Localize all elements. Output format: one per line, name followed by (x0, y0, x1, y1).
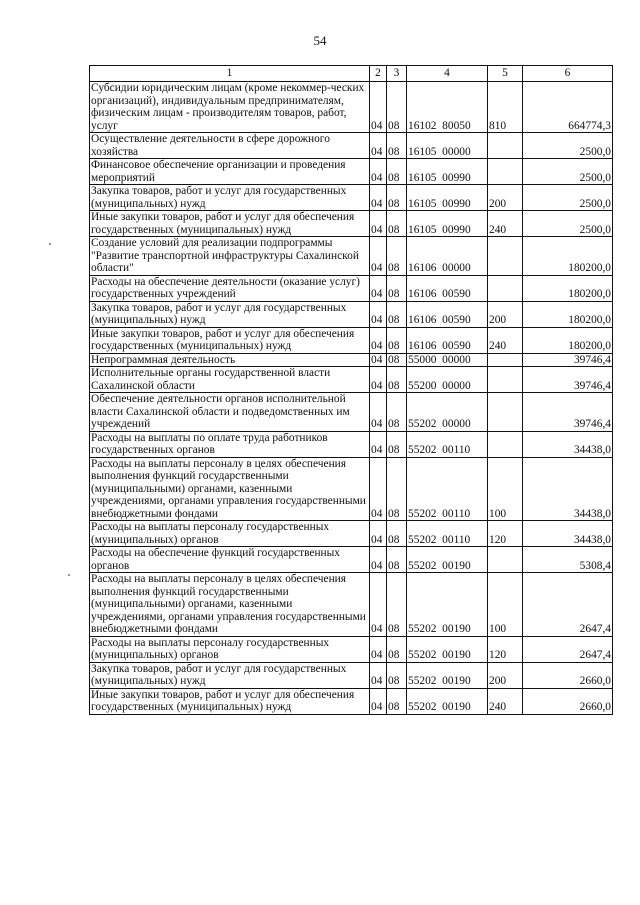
target-article-code: 55202 00190 (407, 573, 488, 637)
amount: 2500,0 (523, 159, 613, 185)
expense-type-code (488, 353, 523, 367)
table-row (90, 393, 613, 432)
section-code: 04 (370, 367, 387, 393)
table-row (90, 573, 613, 637)
subsection-code: 08 (387, 393, 407, 432)
expense-type-code: 120 (488, 636, 523, 662)
table-row (90, 159, 613, 185)
target-article-code: 55202 00110 (407, 431, 488, 457)
header-col-4: 4 (407, 66, 488, 82)
section-code: 04 (370, 185, 387, 211)
expense-type-code: 100 (488, 457, 523, 521)
table-row (90, 457, 613, 521)
expense-type-code: 200 (488, 662, 523, 688)
subsection-code: 08 (387, 237, 407, 276)
table-row (90, 237, 613, 276)
row-name: Расходы на выплаты персоналу в целях обеспечения выполнения функций государственными (муниципальными) органами, казенными учреждениями, органами управления государственными внебюджетными фондами (90, 457, 370, 521)
subsection-code: 08 (387, 275, 407, 301)
amount: 2647,4 (523, 573, 613, 637)
amount: 2660,0 (523, 662, 613, 688)
row-name: Осуществление деятельности в сфере дорожного хозяйства (90, 133, 370, 159)
subsection-code: 08 (387, 353, 407, 367)
amount: 39746,4 (523, 353, 613, 367)
expense-type-code: 120 (488, 521, 523, 547)
row-name: Расходы на выплаты персоналу государственных (муниципальных) органов (90, 521, 370, 547)
header-col-6: 6 (523, 66, 613, 82)
target-article-code: 16106 00000 (407, 237, 488, 276)
table-row (90, 431, 613, 457)
expense-type-code: 240 (488, 211, 523, 237)
section-code: 04 (370, 82, 387, 133)
amount: 180200,0 (523, 275, 613, 301)
expense-type-code: 240 (488, 327, 523, 353)
expense-type-code: 810 (488, 82, 523, 133)
amount: 2500,0 (523, 133, 613, 159)
expense-type-code: 100 (488, 573, 523, 637)
target-article-code: 55202 00190 (407, 636, 488, 662)
table-row (90, 275, 613, 301)
row-name: Исполнительные органы государственной власти Сахалинской области (90, 367, 370, 393)
scan-speck (49, 243, 51, 245)
subsection-code: 08 (387, 185, 407, 211)
amount: 2500,0 (523, 185, 613, 211)
section-code: 04 (370, 159, 387, 185)
table-row (90, 211, 613, 237)
section-code: 04 (370, 521, 387, 547)
amount: 664774,3 (523, 82, 613, 133)
section-code: 04 (370, 301, 387, 327)
section-code: 04 (370, 327, 387, 353)
target-article-code: 55202 00110 (407, 457, 488, 521)
section-code: 04 (370, 573, 387, 637)
table-row (90, 301, 613, 327)
amount: 34438,0 (523, 431, 613, 457)
row-name: Иные закупки товаров, работ и услуг для обеспечения государственных (муниципальных) нужд (90, 211, 370, 237)
expense-type-code (488, 133, 523, 159)
target-article-code: 16106 00590 (407, 301, 488, 327)
amount: 5308,4 (523, 547, 613, 573)
target-article-code: 16105 00000 (407, 133, 488, 159)
table-row (90, 82, 613, 133)
amount: 180200,0 (523, 327, 613, 353)
target-article-code: 55202 00190 (407, 547, 488, 573)
subsection-code: 08 (387, 367, 407, 393)
subsection-code: 08 (387, 573, 407, 637)
table-row (90, 367, 613, 393)
row-name: Субсидии юридическим лицам (кроме некоммер-ческих организаций), индивидуальным предпринимателям, физическим лицам - производителям товаров, работ, услуг (90, 82, 370, 133)
amount: 180200,0 (523, 237, 613, 276)
expense-type-code (488, 367, 523, 393)
subsection-code: 08 (387, 82, 407, 133)
row-name: Непрограммная деятельность (90, 353, 370, 367)
scan-speck (68, 574, 70, 576)
target-article-code: 16105 00990 (407, 159, 488, 185)
target-article-code: 16106 00590 (407, 327, 488, 353)
subsection-code: 08 (387, 457, 407, 521)
table-body (90, 82, 613, 715)
section-code: 04 (370, 547, 387, 573)
section-code: 04 (370, 431, 387, 457)
amount: 34438,0 (523, 457, 613, 521)
header-col-2: 2 (370, 66, 387, 82)
target-article-code: 16105 00990 (407, 185, 488, 211)
table-row (90, 662, 613, 688)
section-code: 04 (370, 662, 387, 688)
section-code: 04 (370, 457, 387, 521)
header-col-1: 1 (90, 66, 370, 82)
section-code: 04 (370, 353, 387, 367)
subsection-code: 08 (387, 547, 407, 573)
table-row (90, 353, 613, 367)
row-name: Расходы на обеспечение функций государственных органов (90, 547, 370, 573)
row-name: Расходы на выплаты персоналу в целях обеспечения выполнения функций государственными (муниципальными) органами, казенными учреждениями, органами управления государственными внебюджетными фондами (90, 573, 370, 637)
table-row (90, 636, 613, 662)
target-article-code: 16102 80050 (407, 82, 488, 133)
expense-type-code (488, 431, 523, 457)
amount: 180200,0 (523, 301, 613, 327)
table-header-row (90, 66, 613, 82)
table-row (90, 521, 613, 547)
page-number: 54 (313, 33, 327, 48)
expense-type-code (488, 275, 523, 301)
target-article-code: 55202 00190 (407, 688, 488, 714)
target-article-code: 16106 00590 (407, 275, 488, 301)
table-row (90, 688, 613, 714)
table-row (90, 133, 613, 159)
expense-type-code (488, 393, 523, 432)
table-row (90, 327, 613, 353)
subsection-code: 08 (387, 159, 407, 185)
row-name: Финансовое обеспечение организации и проведения мероприятий (90, 159, 370, 185)
section-code: 04 (370, 393, 387, 432)
amount: 34438,0 (523, 521, 613, 547)
header-col-5: 5 (488, 66, 523, 82)
subsection-code: 08 (387, 301, 407, 327)
expense-type-code (488, 237, 523, 276)
row-name: Иные закупки товаров, работ и услуг для обеспечения государственных (муниципальных) нужд (90, 688, 370, 714)
expense-type-code: 200 (488, 185, 523, 211)
expense-type-code (488, 159, 523, 185)
section-code: 04 (370, 211, 387, 237)
budget-table (89, 65, 613, 715)
subsection-code: 08 (387, 327, 407, 353)
expense-type-code: 240 (488, 688, 523, 714)
target-article-code: 55200 00000 (407, 367, 488, 393)
target-article-code: 55202 00190 (407, 662, 488, 688)
subsection-code: 08 (387, 688, 407, 714)
row-name: Закупка товаров, работ и услуг для государственных (муниципальных) нужд (90, 185, 370, 211)
row-name: Обеспечение деятельности органов исполнительной власти Сахалинской области и подведомственных им учреждений (90, 393, 370, 432)
target-article-code: 55000 00000 (407, 353, 488, 367)
row-name: Закупка товаров, работ и услуг для государственных (муниципальных) нужд (90, 301, 370, 327)
target-article-code: 55202 00000 (407, 393, 488, 432)
row-name: Расходы на обеспечение деятельности (оказание услуг) государственных учреждений (90, 275, 370, 301)
header-col-3: 3 (387, 66, 407, 82)
section-code: 04 (370, 275, 387, 301)
amount: 2647,4 (523, 636, 613, 662)
section-code: 04 (370, 237, 387, 276)
amount: 2660,0 (523, 688, 613, 714)
row-name: Расходы на выплаты персоналу государственных (муниципальных) органов (90, 636, 370, 662)
expense-type-code (488, 547, 523, 573)
target-article-code: 55202 00110 (407, 521, 488, 547)
section-code: 04 (370, 636, 387, 662)
subsection-code: 08 (387, 211, 407, 237)
row-name: Иные закупки товаров, работ и услуг для обеспечения государственных (муниципальных) нужд (90, 327, 370, 353)
section-code: 04 (370, 133, 387, 159)
subsection-code: 08 (387, 521, 407, 547)
subsection-code: 08 (387, 636, 407, 662)
section-code: 04 (370, 688, 387, 714)
amount: 39746,4 (523, 393, 613, 432)
subsection-code: 08 (387, 133, 407, 159)
row-name: Расходы на выплаты по оплате труда работников государственных органов (90, 431, 370, 457)
row-name: Создание условий для реализации подпрограммы "Развитие транспортной инфраструктуры Сахалинской области" (90, 237, 370, 276)
expense-type-code: 200 (488, 301, 523, 327)
target-article-code: 16105 00990 (407, 211, 488, 237)
subsection-code: 08 (387, 431, 407, 457)
row-name: Закупка товаров, работ и услуг для государственных (муниципальных) нужд (90, 662, 370, 688)
table-row (90, 547, 613, 573)
table-row (90, 185, 613, 211)
amount: 39746,4 (523, 367, 613, 393)
subsection-code: 08 (387, 662, 407, 688)
amount: 2500,0 (523, 211, 613, 237)
